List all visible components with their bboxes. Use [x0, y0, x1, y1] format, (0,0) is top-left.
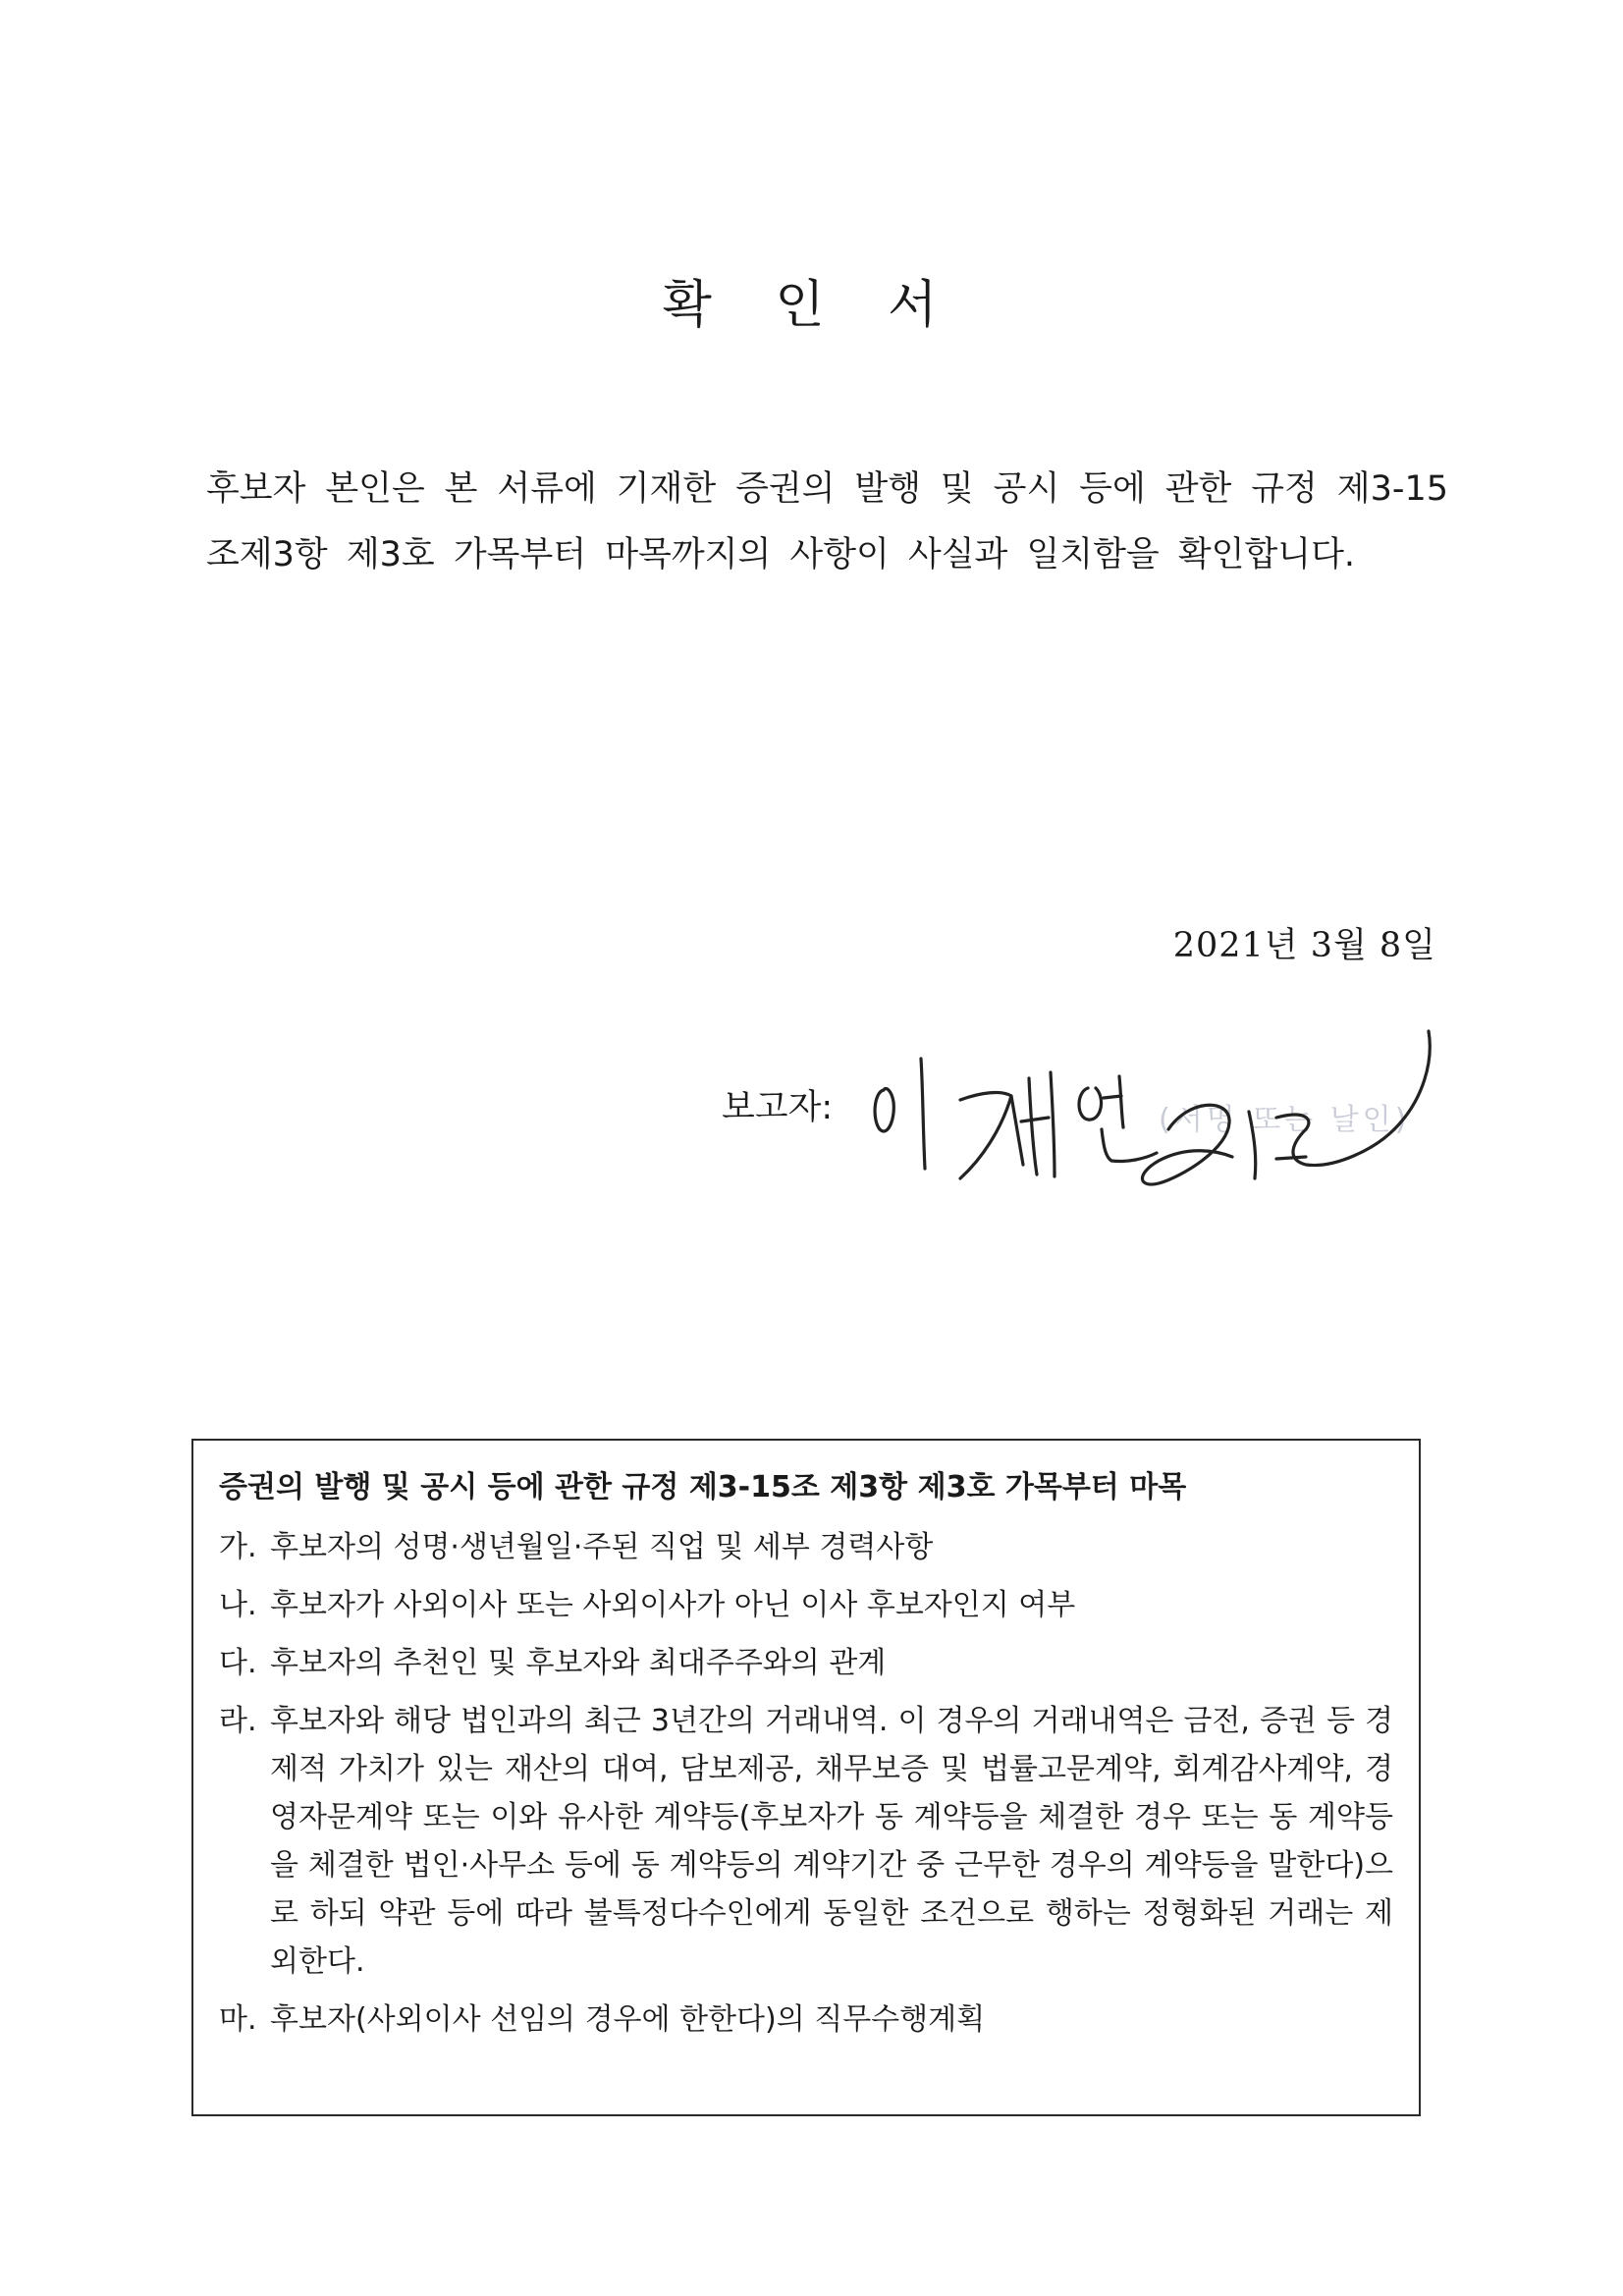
document-date: 2021년 3월 8일	[1172, 926, 1436, 965]
regulation-item	[219, 1697, 1393, 1986]
item-marker: 마.	[219, 2002, 257, 2037]
regulation-item	[219, 1639, 1393, 1687]
item-text: 후보자가 사외이사 또는 사외이사가 아닌 이사 후보자인지 여부	[270, 1588, 1076, 1622]
stamp-hint: (서명 또는 날인)	[1159, 1103, 1411, 1137]
item-text: 후보자의 성명·생년월일·주된 직업 및 세부 경력사항	[270, 1530, 934, 1564]
item-marker: 가.	[219, 1530, 257, 1564]
regulation-box	[191, 1439, 1421, 2116]
item-marker: 나.	[219, 1588, 257, 1622]
reporter-label: 보고자:	[722, 1088, 834, 1127]
regulation-item	[219, 1523, 1393, 1571]
regulation-item	[219, 1581, 1393, 1629]
item-marker: 라.	[219, 1704, 257, 1738]
item-text: 후보자의 추천인 및 후보자와 최대주주와의 관계	[270, 1646, 887, 1680]
item-text: 후보자와 해당 법인과의 최근 3년간의 거래내역. 이 경우의 거래내역은 금전, 증권 등 경제적 가치가 있는 재산의 대여, 담보제공, 채무보증 및 법률고문계약, 회계감사계약, 경영자문계약 또는 이와 유사한 계약등(후보자가 동 계약등을 체결한 경우 또는 동 계약등을 체결한 법인·사무소 등에 동 계약등의 계약기간 중 근무한 경우의 계약등을 말한다)으로 하되 약관 등에 따라 불특정다수인에게 동일한 조건으로 행하는 정형화된 거래는 제외한다.	[270, 1704, 1393, 1979]
regulation-heading: 증권의 발행 및 공시 등에 관한 규정 제3-15조 제3항 제3호 가목부터 마목	[219, 1470, 1187, 1504]
regulation-item	[219, 1995, 1393, 2044]
item-marker: 다.	[219, 1646, 257, 1680]
item-text: 후보자(사외이사 선임의 경우에 한한다)의 직무수행계획	[270, 2002, 986, 2037]
handwritten-signature	[844, 982, 1473, 1277]
confirmation-statement: 후보자 본인은 본 서류에 기재한 증권의 발행 및 공시 등에 관한 규정 제3-15조제3항 제3호 가목부터 마목까지의 사항이 사실과 일치함을 확인합니다.	[206, 469, 1448, 574]
document-title: 확 인 서	[662, 276, 961, 335]
